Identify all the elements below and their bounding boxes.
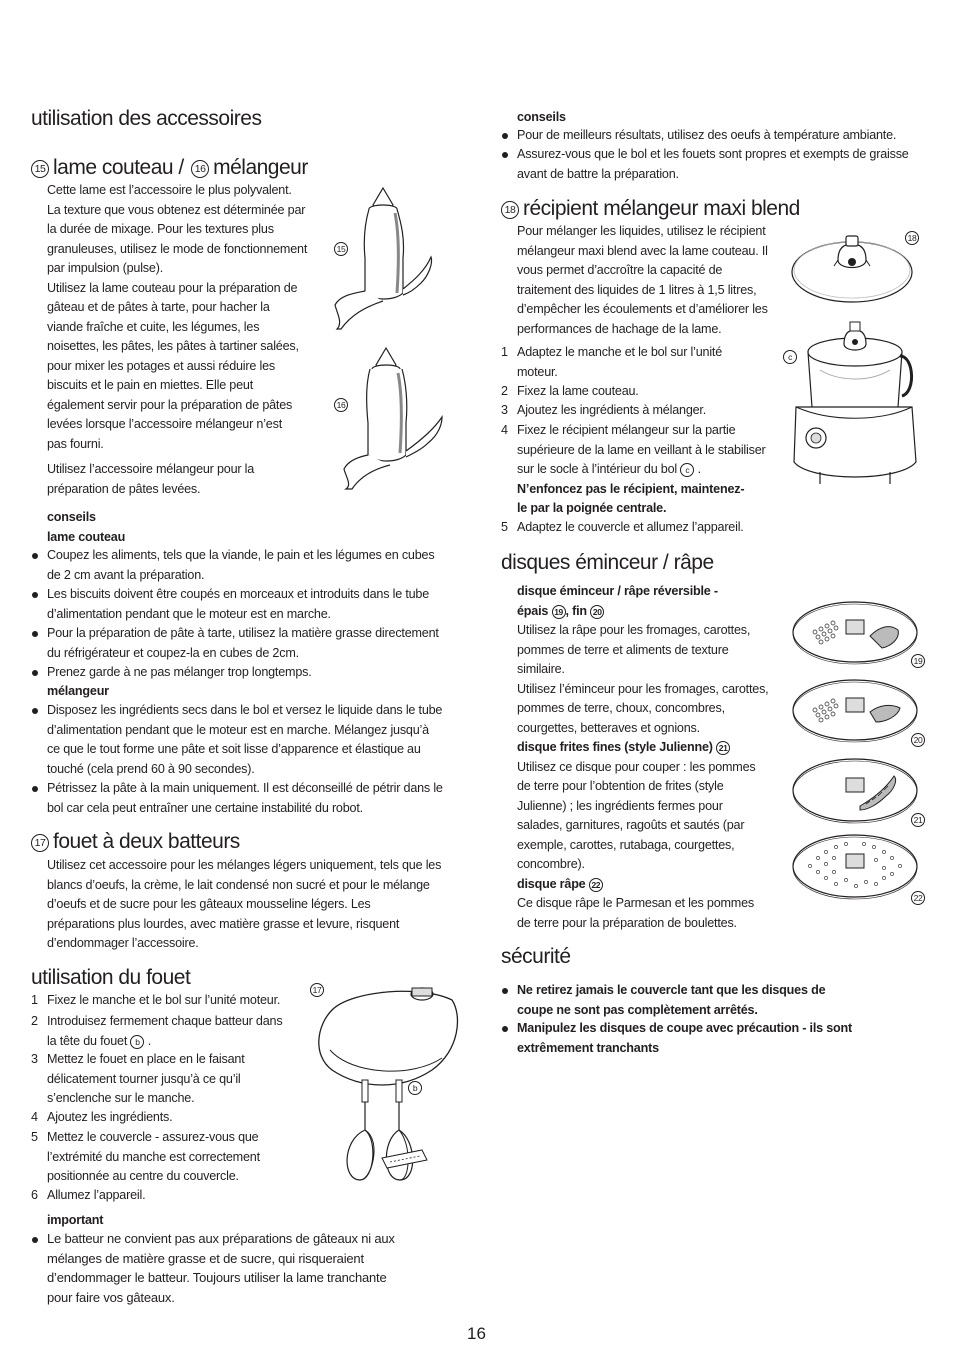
heading-utilisation-fouet: utilisation du fouet bbox=[31, 966, 191, 989]
text-line: d’alimentation pendant que le moteur est en marche. bbox=[47, 606, 331, 621]
maxi-blend-insert-illustration bbox=[790, 222, 915, 307]
warning-text: le par la poignée centrale. bbox=[517, 501, 667, 515]
figure-label-20: 20 bbox=[911, 733, 925, 747]
bullet bbox=[32, 1237, 38, 1243]
text-line: Utilisez ce disque pour couper : les pommes bbox=[517, 759, 756, 774]
heading-fouet-deux-batteurs bbox=[31, 830, 240, 854]
text-line: Ajoutez les ingrédients à mélanger. bbox=[517, 403, 707, 417]
paragraph-fouet bbox=[47, 856, 441, 954]
ref-badge-20: 20 bbox=[590, 605, 604, 619]
bullet bbox=[32, 708, 38, 714]
figure-label-19: 19 bbox=[911, 654, 925, 668]
bullet bbox=[32, 631, 38, 637]
text-line: Utilisez la râpe pour les fromages, carottes, bbox=[517, 623, 751, 637]
text-line: ce que le tout forme une pâte et soit lisse d’apparence et élastique au bbox=[47, 742, 421, 756]
text-line: bol car cela peut entraîner une certaine instabilité du robot. bbox=[47, 800, 363, 815]
warning-text: N’enfoncez pas le récipient, maintenez- bbox=[517, 481, 745, 496]
text-line: Fixez le manche et le bol sur l’unité moteur. bbox=[47, 993, 281, 1007]
disc-22-illustration bbox=[790, 830, 920, 902]
text-line: Ajoutez les ingrédients. bbox=[47, 1110, 173, 1124]
text-line: Coupez les aliments, tels que la viande, le pain et les légumes en cubes bbox=[47, 548, 435, 562]
text-line: préparation de pâtes levées. bbox=[47, 481, 201, 496]
text-line: d’alimentation pendant que le moteur est en marche. Mélangez jusqu’à bbox=[47, 722, 429, 737]
text-line: Utilisez cet accessoire pour les mélanges légers uniquement, tels que les bbox=[47, 858, 442, 872]
subheading: disque éminceur / râpe réversible - bbox=[517, 584, 718, 598]
text-line: Mettez le fouet en place en le faisant bbox=[47, 1052, 245, 1066]
step-text bbox=[47, 1108, 172, 1128]
step-text bbox=[47, 991, 280, 1011]
text-line: Fixez le récipient mélangeur sur la partie bbox=[517, 423, 736, 437]
text-line: supérieure de la lame en veillant à le stabiliser bbox=[517, 442, 766, 457]
text-line: Manipulez les disques de coupe avec précaution - ils sont bbox=[517, 1021, 853, 1035]
ref-badge-19: 19 bbox=[552, 605, 566, 619]
securite-item bbox=[517, 1019, 852, 1058]
list-item bbox=[47, 546, 434, 585]
conseils-heading-right bbox=[517, 108, 566, 128]
heading-securite: sécurité bbox=[501, 945, 571, 968]
step-text bbox=[517, 343, 722, 382]
text-line: salades, garnitures, ragoûts et sautés (par bbox=[517, 818, 745, 832]
text-line: conseils bbox=[517, 110, 566, 124]
bullet bbox=[32, 553, 38, 559]
step-text: Introduisez fermement chaque batteur dans la tête du fouet b . bbox=[47, 1014, 283, 1048]
text-line: noisettes, les pâtes, les pâtes à tartiner salées, bbox=[47, 339, 299, 353]
step-number: 4 bbox=[501, 423, 509, 437]
text-line: d’endommager le batteur. Toujours utiliser la lame tranchante bbox=[47, 1270, 387, 1285]
disc-21-illustration bbox=[790, 754, 920, 826]
bullet bbox=[502, 1026, 508, 1032]
list-item bbox=[47, 701, 442, 779]
text-line: mélanges de matière grasse et de sucre, qui risqueraient bbox=[47, 1250, 364, 1266]
text-line: mélangeur bbox=[47, 684, 109, 698]
figure-label-b: b bbox=[408, 1081, 422, 1095]
text-line: d’oeufs et de sucre pour les gâteaux mousseline légers. Les bbox=[47, 897, 371, 911]
text-line: délicatement tourner jusqu’à ce qu’il bbox=[47, 1071, 241, 1086]
text-line: gâteau et de pâtes à tarte, pour hacher la bbox=[47, 300, 270, 314]
number-badge-18: 18 bbox=[501, 201, 519, 219]
figure-label-15: 15 bbox=[334, 242, 348, 256]
list-item bbox=[47, 779, 443, 818]
step-text bbox=[47, 1128, 260, 1187]
figure-label-17: 17 bbox=[310, 983, 324, 997]
subheading: , fin bbox=[565, 603, 587, 618]
text-line: Mettez le couvercle - assurez-vous que bbox=[47, 1130, 259, 1144]
disc-19-illustration bbox=[790, 596, 920, 666]
step-number: 3 bbox=[501, 403, 509, 417]
number-badge-15: 15 bbox=[31, 160, 49, 178]
heading-text-a: lame couteau / bbox=[53, 156, 184, 179]
text-line: viande fraîche et cuite, les légumes, les bbox=[47, 319, 260, 334]
heading-text: récipient mélangeur maxi blend bbox=[523, 197, 800, 220]
text-line: Le batteur ne convient pas aux préparations de gâteaux ni aux bbox=[47, 1231, 395, 1246]
food-processor-illustration bbox=[790, 312, 920, 487]
figure-label-22: 22 bbox=[911, 891, 925, 905]
text-line: lame couteau bbox=[47, 529, 126, 544]
text-line: pour faire vos gâteaux. bbox=[47, 1289, 175, 1305]
bullet bbox=[502, 133, 508, 139]
text-line: du réfrigérateur et coupez-la en cubes de 2cm. bbox=[47, 645, 299, 660]
text-line: Les biscuits doivent être coupés en morceaux et introduits dans le tube bbox=[47, 587, 430, 601]
subheading: disque râpe bbox=[517, 876, 586, 891]
text-line: Fixez la lame couteau. bbox=[517, 384, 639, 398]
figure-label-c: c bbox=[783, 350, 797, 364]
text-line: pommes de terre et aliments de texture bbox=[517, 642, 729, 657]
text-line: conseils bbox=[47, 510, 96, 524]
text-line: par impulsion (pulse). bbox=[47, 261, 163, 275]
text-line: s’enclenche sur le manche. bbox=[47, 1091, 195, 1105]
list-item bbox=[47, 624, 439, 663]
disc-20-illustration bbox=[790, 676, 920, 746]
twin-beater-whisk-illustration bbox=[312, 980, 464, 1192]
ref-badge-21: 21 bbox=[716, 741, 730, 755]
text-line: Utilisez l’accessoire mélangeur pour la bbox=[47, 462, 255, 476]
text-line: Utilisez l’éminceur pour les fromages, carottes, bbox=[517, 681, 769, 696]
section-title-accessoires: utilisation des accessoires bbox=[31, 107, 262, 130]
ref-badge-c: c bbox=[680, 463, 694, 477]
bullet bbox=[32, 670, 38, 676]
text-line: coupe ne sont pas complètement arrêtés. bbox=[517, 1002, 758, 1017]
bullet bbox=[502, 152, 508, 158]
important-heading bbox=[47, 1211, 103, 1231]
text-line: Assurez-vous que le bol et les fouets sont propres et exempts de graisse bbox=[517, 147, 909, 161]
step-number: 5 bbox=[501, 520, 509, 534]
text-line: Julienne) ; les ingrédients fermes pour bbox=[517, 798, 723, 813]
step-number: 6 bbox=[31, 1188, 39, 1202]
list-item bbox=[517, 145, 909, 184]
dough-tool-illustration bbox=[330, 343, 460, 493]
text-line: Prenez garde à ne pas mélanger trop longtemps. bbox=[47, 665, 312, 679]
text-line: granuleuses, utilisez le mode de fonctionnement bbox=[47, 241, 308, 256]
heading-lame-couteau-melangeur bbox=[31, 156, 308, 180]
text-line: vous permet d’accroître la capacité de bbox=[517, 263, 723, 277]
text-line: touché (cela prend 60 à 90 secondes). bbox=[47, 761, 255, 776]
text-line: Pour de meilleurs résultats, utilisez des oeufs à température ambiante. bbox=[517, 128, 897, 142]
text-line: Ce disque râpe le Parmesan et les pommes bbox=[517, 896, 755, 910]
text-line: de terre pour la préparation de boulettes. bbox=[517, 915, 737, 930]
heading-text-b: mélangeur bbox=[213, 156, 308, 179]
text-line: Pour la préparation de pâte à tarte, utilisez la matière grasse directement bbox=[47, 626, 439, 640]
text-line: pas fourni. bbox=[47, 436, 104, 451]
text-line: similaire. bbox=[517, 662, 565, 676]
figure-label-18: 18 bbox=[905, 231, 919, 245]
figure-label-21: 21 bbox=[911, 813, 925, 827]
text-line: performances de hachage de la lame. bbox=[517, 321, 722, 336]
text-line: l’extrémité du manche est correctement bbox=[47, 1149, 260, 1164]
text-line: préparations plus lourdes, avec matière grasse et levure, risquent bbox=[47, 916, 400, 931]
heading-recipient-maxi-blend bbox=[501, 197, 800, 221]
text-line: avant de battre la préparation. bbox=[517, 166, 679, 181]
text-line: La texture que vous obtenez est déterminée par bbox=[47, 202, 306, 217]
text-line: de terre pour l’obtention de frites (style bbox=[517, 779, 724, 793]
step-number: 1 bbox=[501, 345, 509, 359]
knife-blade-illustration bbox=[325, 183, 450, 333]
text-line: levées lorsque l’accessoire mélangeur n’est bbox=[47, 417, 283, 431]
step-number: 2 bbox=[501, 384, 509, 398]
step-text: Fixez le récipient mélangeur sur la partie supérieure de la lame en veillant à le stabiliser sur le socle à l’intérieur du bol c . N’enfoncez pas le récipient, maintenez- le par la poignée centrale. bbox=[517, 421, 766, 519]
step-text bbox=[47, 1186, 145, 1206]
step-number: 2 bbox=[31, 1014, 39, 1028]
bullet bbox=[32, 592, 38, 598]
heading-text: fouet à deux batteurs bbox=[53, 830, 240, 853]
text-line: Adaptez le manche et le bol sur l’unité bbox=[517, 345, 723, 359]
text-line: Cette lame est l’accessoire le plus polyvalent. bbox=[47, 183, 292, 197]
step-text bbox=[517, 382, 639, 402]
list-item bbox=[517, 126, 896, 146]
text-line: moteur. bbox=[517, 364, 558, 379]
text-line: Introduisez fermement chaque batteur dans bbox=[47, 1014, 283, 1028]
subheading: épais bbox=[517, 603, 549, 618]
paragraph-lame-couteau bbox=[47, 181, 307, 499]
text-line: la tête du fouet bbox=[47, 1033, 128, 1048]
text-line: Pour mélanger les liquides, utilisez le récipient bbox=[517, 224, 766, 238]
conseils-heading-left bbox=[47, 508, 125, 547]
step-text bbox=[47, 1050, 245, 1109]
text-line: d’endommager l’accessoire. bbox=[47, 936, 199, 950]
text-line: d’empêcher les écoulements et d’améliorer les bbox=[517, 302, 768, 316]
subheading: disque frites fines (style Julienne) bbox=[517, 740, 713, 754]
heading-disques: disques éminceur / râpe bbox=[501, 551, 714, 574]
step-text bbox=[517, 518, 744, 538]
list-item bbox=[47, 585, 429, 624]
disques-text bbox=[517, 582, 768, 933]
page-number: 16 bbox=[467, 1324, 486, 1343]
text-line: pommes de terre, choux, concombres, bbox=[517, 701, 725, 715]
important-text bbox=[47, 1229, 395, 1307]
text-line: Allumez l’appareil. bbox=[47, 1188, 146, 1202]
text-line: Ne retirez jamais le couvercle tant que les disques de bbox=[517, 983, 826, 997]
text-line: mélangeur maxi blend avec la lame couteau. Il bbox=[517, 243, 768, 258]
text-line: la durée de mixage. Pour les textures plus bbox=[47, 222, 274, 236]
text-line: traitement des liquides de 1 litres à 1,5 litres, bbox=[517, 282, 757, 297]
ref-badge-b: b bbox=[130, 1035, 144, 1049]
list-item bbox=[47, 663, 312, 683]
ref-badge-22: 22 bbox=[589, 878, 603, 892]
text-line: sur le socle à l’intérieur du bol bbox=[517, 462, 678, 476]
text-line: de 2 cm avant la préparation. bbox=[47, 567, 205, 582]
step-number: 4 bbox=[31, 1110, 39, 1124]
text-line: Disposez les ingrédients secs dans le bol et versez le liquide dans le tube bbox=[47, 703, 443, 717]
text-line: exemple, carottes, rutabaga, courgettes, bbox=[517, 837, 735, 852]
step-number: 5 bbox=[31, 1130, 39, 1144]
text-line: également servir pour la préparation de pâtes bbox=[47, 397, 293, 412]
text-line: positionnée au centre du couvercle. bbox=[47, 1169, 239, 1183]
number-badge-17: 17 bbox=[31, 834, 49, 852]
text-line: Utilisez la lame couteau pour la préparation de bbox=[47, 280, 298, 295]
text-line: Pétrissez la pâte à la main uniquement. Il est déconseillé de pétrir dans le bbox=[47, 781, 443, 795]
number-badge-16: 16 bbox=[191, 160, 209, 178]
conseils-subheading-melangeur bbox=[47, 682, 109, 702]
figure-label-16: 16 bbox=[334, 398, 348, 412]
text-line: concombre). bbox=[517, 857, 585, 871]
text-line: Adaptez le couvercle et allumez l’appareil. bbox=[517, 520, 744, 534]
bullet bbox=[32, 786, 38, 792]
text-line: extrêmement tranchants bbox=[517, 1040, 659, 1055]
text-line: blancs d’oeufs, la crème, le lait condensé non sucré et pour le mélange bbox=[47, 877, 430, 892]
step-number: 3 bbox=[31, 1052, 39, 1066]
step-text bbox=[517, 401, 706, 421]
text-line: biscuits et le pain en miettes. Elle peut bbox=[47, 378, 254, 392]
text-line: courgettes, betteraves et ognions. bbox=[517, 720, 700, 735]
text-line: pour mixer les potages et aussi réduire les bbox=[47, 358, 276, 373]
bullet bbox=[502, 988, 508, 994]
text-line: important bbox=[47, 1213, 104, 1227]
paragraph-maxi-blend bbox=[517, 222, 768, 339]
step-number: 1 bbox=[31, 993, 39, 1007]
securite-item bbox=[517, 981, 825, 1020]
